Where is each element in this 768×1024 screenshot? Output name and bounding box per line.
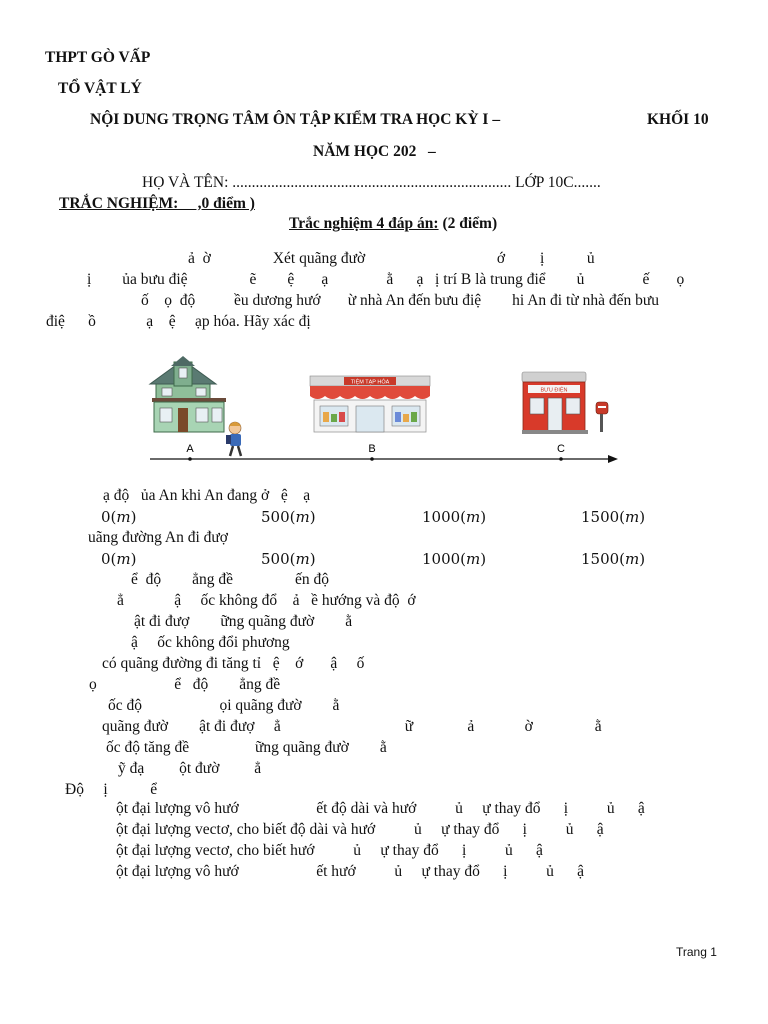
- q3-option-c: ậ ốc không đổi phương: [131, 634, 290, 651]
- q3-option-b: ật đi đượ ững quãng đườ ằ: [134, 613, 353, 630]
- q2-option-d: 1500(𝑚): [581, 550, 646, 568]
- q4-option-c: ốc độ tăng đề ững quãng đườ ằ: [106, 739, 387, 756]
- post-office-icon: [522, 372, 588, 434]
- student-info-line: HỌ VÀ TÊN: ........................................................................ LỚP 10C.......: [142, 174, 601, 191]
- q3-option-a: ẳ ậ ốc không đổ ả ề hướng và độ ớ: [117, 592, 416, 609]
- post-sign-text: BƯU ĐIỆN: [540, 387, 568, 394]
- label-b: B: [368, 443, 376, 455]
- q5-option-d: ột đại lượng vô hướ ết hướ ủ ự thay đổ ị ủ ậ: [116, 863, 585, 880]
- school-name: THPT GÒ VẤP: [45, 49, 151, 66]
- point-b: [370, 457, 374, 461]
- q1-option-d: 1500(𝑚): [581, 508, 646, 526]
- q3-stem: ể độ ẳng đề ến độ: [131, 571, 330, 588]
- q4-option-b: quãng đườ ật đi đượ ẳ ữ ả ờ ằ: [102, 718, 602, 735]
- q1-option-a: 0(𝑚): [101, 508, 137, 526]
- department-name: TỔ VẬT LÝ: [58, 80, 142, 97]
- subsection-title: Trắc nghiệm 4 đáp án:: [289, 215, 439, 232]
- q5-option-b: ột đại lượng vectơ, cho biết độ dài và hướ ủ ự thay đổ ị ủ ậ: [116, 821, 604, 838]
- intro-line-2: ị ủa bưu điệ ẽ ệ ạ ằ ạ ị trí B là trung điể ủ ế ọ: [87, 271, 685, 288]
- mailbox-icon: [596, 402, 608, 432]
- page-number: Trang 1: [676, 945, 717, 959]
- document-title: NỘI DUNG TRỌNG TÂM ÔN TẬP KIỂM TRA HỌC KỲ I –: [90, 111, 501, 128]
- q4-stem: ọ ể độ ẳng đề: [89, 676, 281, 693]
- q4-option-d: ỹ đạ ột đườ ẳ: [118, 760, 262, 777]
- grocery-store-icon: [310, 376, 430, 432]
- intro-line-4: điệ ồ ạ ệ ạp hóa. Hãy xác đị: [46, 313, 311, 330]
- q1-stem: ạ độ ủa An khi An đang ở ệ ạ: [103, 487, 311, 504]
- shop-sign-text: TIỆM TẠP HÓA: [350, 379, 390, 386]
- house-icon: [150, 356, 226, 432]
- q2-option-c: 1000(𝑚): [422, 550, 487, 568]
- q2-option-a: 0(𝑚): [101, 550, 137, 568]
- street-illustration: [140, 352, 630, 472]
- q1-option-b: 500(𝑚): [261, 508, 316, 526]
- point-c: [559, 457, 563, 461]
- intro-line-1: ả ờ Xét quãng đườ ớ ị ủ: [188, 250, 595, 267]
- school-year: NĂM HỌC 202 –: [313, 143, 436, 160]
- label-a: A: [186, 443, 194, 455]
- q5-option-a: ột đại lượng vô hướ ết độ dài và hướ ủ ự thay đổ ị ủ ậ: [116, 800, 645, 817]
- q2-stem: uãng đường An đi đượ: [88, 529, 228, 546]
- q3-option-d: có quãng đường đi tăng tỉ ệ ớ ậ ố: [102, 655, 365, 672]
- point-a: [188, 457, 192, 461]
- subsection-heading: [289, 215, 497, 233]
- q5-stem: Độ ị ể: [65, 781, 158, 798]
- section-heading: TRẮC NGHIỆM: ,0 điểm ): [59, 195, 255, 212]
- intro-line-3: ố ọ độ ều dương hướ ừ nhà An đến bưu điệ hi An đi từ nhà đến bưu: [141, 292, 659, 309]
- q5-option-c: ột đại lượng vectơ, cho biết hướ ủ ự thay đổ ị ủ ậ: [116, 842, 543, 859]
- subsection-points: (2 điểm): [438, 215, 498, 232]
- label-c: C: [557, 443, 565, 455]
- boy-icon: [226, 422, 241, 456]
- q2-option-b: 500(𝑚): [261, 550, 316, 568]
- q1-option-c: 1000(𝑚): [422, 508, 487, 526]
- axis-arrow-icon: [608, 455, 618, 463]
- q4-option-a: ốc độ ọi quãng đườ ằ: [108, 697, 340, 714]
- grade-label: KHỐI 10: [647, 111, 709, 128]
